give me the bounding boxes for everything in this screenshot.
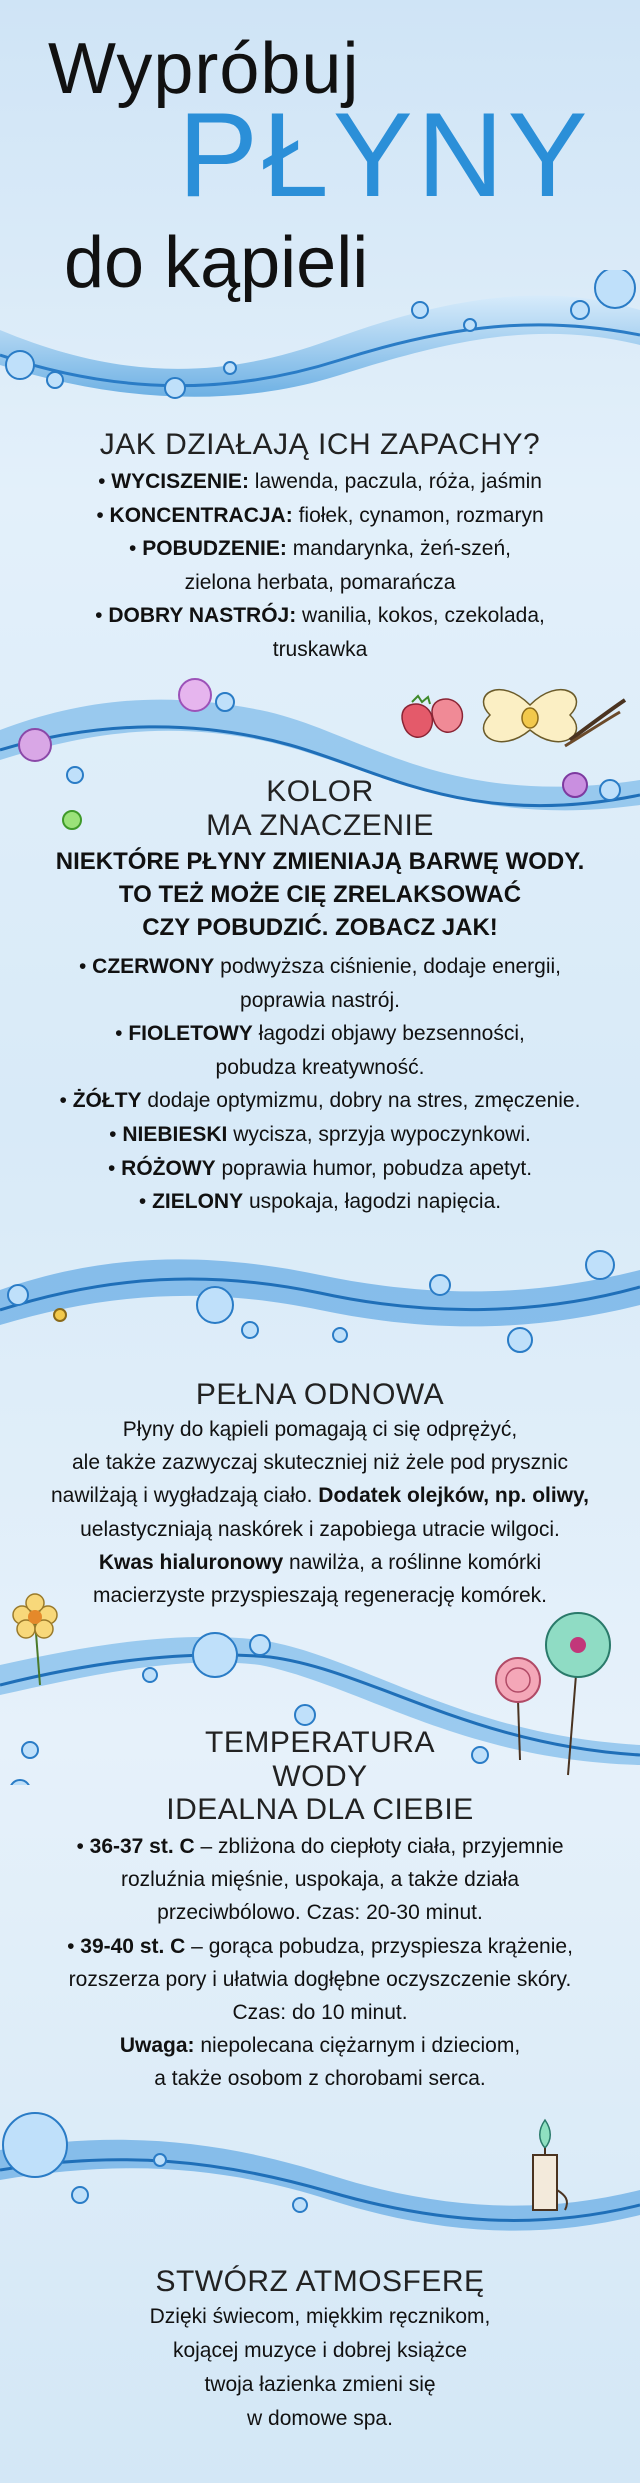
- color-item: • CZERWONY podwyższa ciśnienie, dodaje energii,: [78, 955, 562, 978]
- atmosphere-line: Dzięki świecom, miękkim ręcznikom,: [149, 2305, 491, 2328]
- atmosphere-heading: STWÓRZ ATMOSFERĘ: [155, 2265, 485, 2298]
- temperature-heading: [0, 1726, 640, 1827]
- water-wave-icon: [0, 1235, 640, 1375]
- temperature-line: rozszerza pory i ułatwia dogłębne oczyszczenie skóry.: [68, 1967, 572, 1991]
- color-item-cont: poprawia nastrój.: [240, 988, 400, 1012]
- title-line-1: Wypróbuj: [48, 29, 360, 109]
- temperature-item: • 36-37 st. C – zbliżona do ciepłoty ciała, przyjemnie: [76, 1835, 564, 1858]
- atmosphere-line: twoja łazienka zmieni się: [204, 2373, 436, 2397]
- water-wave-icon: [0, 2100, 640, 2250]
- renewal-line: nawilżają i wygładzają ciało. Dodatek olejków, np. oliwy,: [50, 1484, 589, 1508]
- temperature-text: [0, 1830, 640, 2095]
- candle-icon: [533, 2120, 567, 2210]
- temperature-heading-line: IDEALNA DLA CIEBIE: [166, 1793, 474, 1827]
- scent-item: • POBUDZENIE: mandarynka, żeń-szeń,: [128, 537, 511, 561]
- temperature-line: przeciwbólowo. Czas: 20-30 minut.: [157, 1901, 483, 1925]
- temperature-line: rozluźnia mięśnie, uspokaja, a także działa: [120, 1868, 520, 1892]
- renewal-heading: PEŁNA ODNOWA: [195, 1378, 445, 1411]
- color-intro: [0, 845, 640, 944]
- color-heading: [0, 775, 640, 842]
- orchid-flower-icon: [484, 690, 577, 742]
- title-line-3: do kąpieli: [64, 223, 369, 303]
- color-item: • ŻÓŁTY dodaje optymizmu, dobry na stres, zmęczenie.: [59, 1089, 581, 1113]
- color-item-cont: pobudza kreatywność.: [215, 1055, 425, 1079]
- renewal-line: macierzyste przyspieszają regenerację komórek.: [92, 1583, 547, 1607]
- color-item: • ZIELONY uspokaja, łagodzi napięcia.: [138, 1190, 502, 1214]
- renewal-line: uelastyczniają naskórek i zapobiega utracie wilgoci.: [80, 1517, 560, 1541]
- scent-item-cont: truskawka: [272, 637, 368, 661]
- color-intro-line: TO TEŻ MOŻE CIĘ ZRELAKSOWAĆ: [118, 881, 522, 909]
- color-item: • RÓŻOWY poprawia humor, pobudza apetyt.: [107, 1156, 533, 1180]
- atmosphere-line: kojącej muzyce i dobrej książce: [172, 2339, 468, 2363]
- scents-list: [0, 465, 640, 667]
- scents-heading: JAK DZIAŁAJĄ ICH ZAPACHY?: [99, 428, 541, 461]
- color-heading-line: MA ZNACZENIE: [206, 808, 434, 842]
- scent-item-cont: zielona herbata, pomarańcza: [184, 570, 456, 594]
- temperature-item: • 39-40 st. C – gorąca pobudza, przyspiesza krążenie,: [67, 1934, 573, 1958]
- color-heading-line: KOLOR: [266, 775, 374, 808]
- scent-item: • KONCENTRACJA: fiołek, cynamon, rozmaryn: [96, 503, 544, 527]
- color-intro-line: NIEKTÓRE PŁYNY ZMIENIAJĄ BARWĘ WODY.: [55, 848, 585, 875]
- renewal-line: Kwas hialuronowy nawilża, a roślinne komórki: [98, 1550, 542, 1574]
- renewal-line: Płyny do kąpieli pomagają ci się odprężyć,: [122, 1418, 518, 1441]
- color-item: • NIEBIESKI wycisza, sprzyja wypoczynkowi.: [109, 1122, 531, 1146]
- temperature-line: Czas: do 10 minut.: [232, 2000, 408, 2024]
- temperature-line: a także osobom z chorobami serca.: [154, 2067, 486, 2091]
- color-intro-line: CZY POBUDZIĆ. ZOBACZ JAK!: [142, 914, 498, 942]
- temperature-heading-line: WODY: [272, 1759, 368, 1793]
- atmosphere-line: w domowe spa.: [247, 2407, 393, 2431]
- renewal-text: [0, 1413, 640, 1612]
- temperature-heading-line: TEMPERATURA: [205, 1726, 435, 1759]
- scent-item: • DOBRY NASTRÓJ: wanilia, kokos, czekolada,: [95, 604, 545, 628]
- strawberry-icon: [402, 696, 462, 737]
- title-line-2: PŁYNY: [178, 88, 592, 222]
- water-wave-icon: [0, 270, 640, 420]
- scent-item: • WYCISZENIE: lawenda, paczula, róża, jaśmin: [98, 470, 542, 493]
- color-list: [0, 950, 640, 1219]
- renewal-line: ale także zazwyczaj skuteczniej niż żele pod prysznic: [71, 1451, 569, 1475]
- atmosphere-text: [0, 2300, 640, 2436]
- color-item: • FIOLETOWY łagodzi objawy bezsenności,: [115, 1022, 525, 1046]
- temperature-warning: Uwaga: niepolecana ciężarnym i dzieciom,: [119, 2034, 521, 2058]
